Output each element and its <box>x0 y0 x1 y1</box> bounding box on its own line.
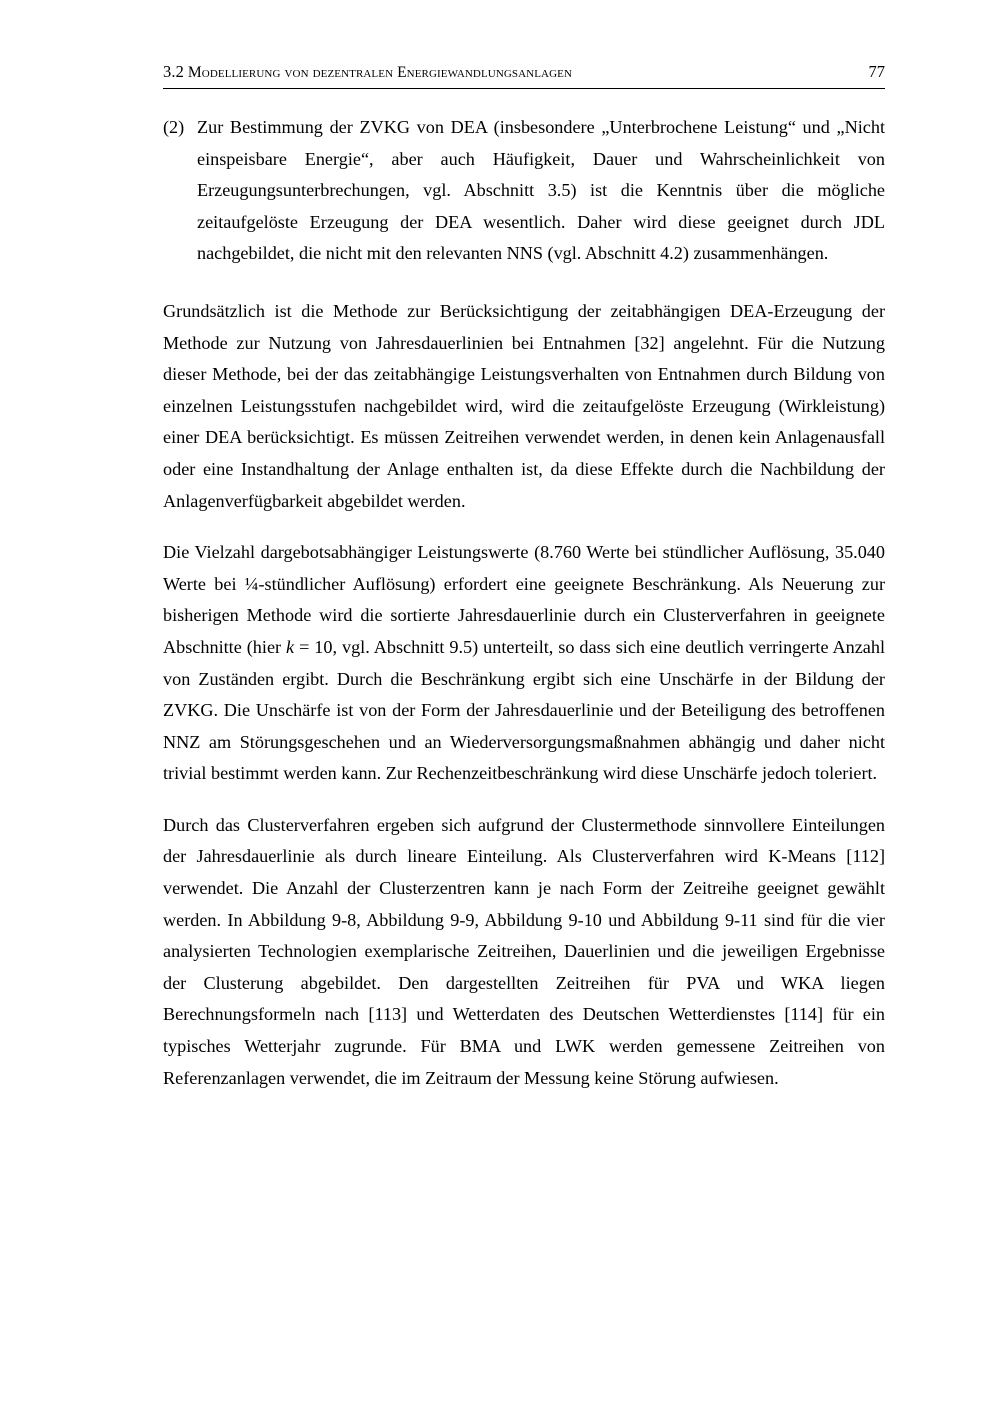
header-section-title <box>163 62 572 82</box>
header-section-number: 3.2 <box>163 62 184 81</box>
page-header <box>163 62 885 82</box>
header-divider <box>163 88 885 89</box>
paragraph-vielzahl-part1: Die Vielzahl dargebotsabhängiger Leistungswerte (8.760 Werte bei stündlicher Auflösung, 35.040 Werte bei ¼-stündlicher Auflösung) erfordert eine geeignete Beschränkung. Als Neuerung zur bisherigen Methode wird die sortierte Jahresdauerlinie durch ein Clusterverfahren in geeignete Abschnitte (hier <box>163 542 885 657</box>
page-content <box>163 112 885 1094</box>
paragraph-clusterverfahren: Durch das Clusterverfahren ergeben sich aufgrund der Clustermethode sinnvollere Einteilungen der Jahresdauerlinie als durch lineare Einteilung. Als Clusterverfahren wird K-Means [112] verwendet. Die Anzahl der Clusterzentren kann je nach Form der Zeitreihe geeignet gewählt werden. In Abbildung 9-8, Abbildung 9-9, Abbildung 9-10 und Abbildung 9-11 sind für die vier analysierten Technologien exemplarische Zeitreihen, Dauerlinien und die jeweiligen Ergebnisse der Clusterung abgebildet. Den dargestellten Zeitreihen für PVA und WKA liegen Berechnungsformeln nach [113] und Wetterdaten des Deutschen Wetterdienstes [114] für ein typisches Wetterjahr zugrunde. Für BMA und LWK werden gemessene Zeitreihen von Referenzanlagen verwendet, die im Zeitraum der Messung keine Störung aufwiesen. <box>163 814 885 1088</box>
header-page-number: 77 <box>868 62 885 81</box>
paragraph-grundsaetzlich: Grundsätzlich ist die Methode zur Berücksichtigung der zeitabhängigen DEA-Erzeugung der Methode zur Nutzung von Jahresdauerlinien bei Entnahmen [32] angelehnt. Für die Nutzung dieser Methode, bei der das zeitabhängige Leistungsverhalten von Entnahmen durch Bildung von einzelnen Leistungsstufen nachgebildet wird, wird die zeitaufgelöste Erzeugung (Wirkleistung) einer DEA berücksichtigt. Es müssen Zeitreihen verwendet werden, in denen kein Anlagenausfall oder eine Instandhaltung der Anlage enthalten ist, da diese Effekte durch die Nachbildung der Anlagenverfügbarkeit abgebildet werden. <box>163 300 885 511</box>
header-section-name: Modellierung von dezentralen Energiewandlungsanlagen <box>187 64 572 81</box>
numbered-list-item <box>163 112 885 270</box>
numbered-list-item-text: Zur Bestimmung der ZVKG von DEA (insbesondere „Unterbrochene Leistung“ und „Nicht einspeisbare Energie“, aber auch Häufigkeit, Dauer und Wahrscheinlichkeit von Erzeugungsunterbrechungen, vgl. Abschnitt 3.5) ist die Kenntnis über die mögliche zeitaufgelöste Erzeugung der DEA wesentlich. Daher wird diese geeignet durch JDL nachgebildet, die nicht mit den relevanten NNS (vgl. Abschnitt 4.2) zusammenhängen. <box>197 117 885 264</box>
paragraph-vielzahl-part2: = 10, vgl. Abschnitt 9.5) unterteilt, so dass sich eine deutlich verringerte Anzahl von Zuständen ergibt. Durch die Beschränkung ergibt sich eine Unschärfe in der Bildung der ZVKG. Die Unschärfe ist von der Form der Jahresdauerlinie und der Beteiligung des betroffenen NNZ am Störungsgeschehen und an Wiederversorgungsmaßnahmen abhängig und daher nicht trivial bestimmt werden kann. Zur Rechenzeitbeschränkung wird diese Unschärfe jedoch toleriert. <box>163 636 885 784</box>
math-variable-k: k <box>286 636 295 657</box>
numbered-list-item-label: (2) <box>163 117 185 137</box>
paragraph-vielzahl <box>163 537 885 790</box>
